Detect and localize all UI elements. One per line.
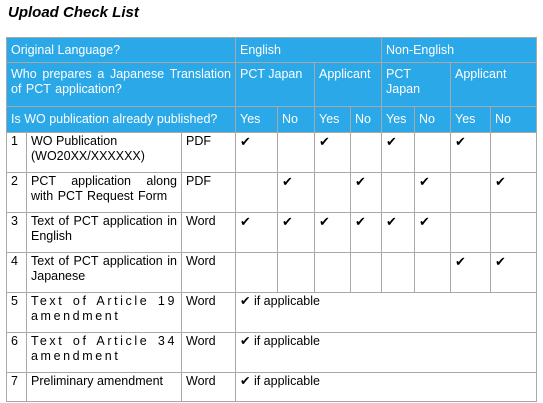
- yes-header: Yes: [451, 107, 491, 133]
- table-row: [7, 333, 537, 373]
- check-cell: ✔: [415, 173, 451, 213]
- yes-header: Yes: [382, 107, 415, 133]
- published-label: Is WO publication already published?: [7, 107, 236, 133]
- file-format: PDF: [182, 133, 236, 173]
- file-format: PDF: [182, 173, 236, 213]
- header-row-published: [7, 107, 537, 133]
- table-row: [7, 293, 537, 333]
- check-cell: ✔: [236, 133, 278, 173]
- check-cell: ✔: [382, 213, 415, 253]
- item-name: Text of PCT application in English: [27, 213, 182, 253]
- check-cell: [315, 253, 351, 293]
- non-english-header: Non-English: [382, 38, 537, 63]
- check-cell: [278, 253, 315, 293]
- check-cell: [351, 133, 382, 173]
- item-name: Text of PCT application in Japanese: [27, 253, 182, 293]
- item-name: Preliminary amendment: [27, 373, 182, 402]
- row-number: 5: [7, 293, 27, 333]
- header-row-preparer: [7, 63, 537, 107]
- file-format: Word: [182, 253, 236, 293]
- check-cell: [236, 253, 278, 293]
- file-format: Word: [182, 213, 236, 253]
- check-cell: ✔: [491, 173, 537, 213]
- row-number: 4: [7, 253, 27, 293]
- check-cell: ✔: [315, 213, 351, 253]
- table-row: [7, 373, 537, 402]
- check-cell: ✔: [382, 133, 415, 173]
- check-cell: ✔: [236, 213, 278, 253]
- row-number: 3: [7, 213, 27, 253]
- table-row: [7, 173, 537, 213]
- check-cell: ✔: [415, 213, 451, 253]
- table-row: [7, 253, 537, 293]
- yes-header: Yes: [315, 107, 351, 133]
- table-row: [7, 133, 537, 173]
- row-number: 1: [7, 133, 27, 173]
- yes-header: Yes: [236, 107, 278, 133]
- no-header: No: [415, 107, 451, 133]
- check-cell: [415, 133, 451, 173]
- page-title: Upload Check List: [8, 4, 139, 21]
- check-cell: ✔: [315, 133, 351, 173]
- check-cell: [382, 173, 415, 213]
- check-cell: ✔: [451, 253, 491, 293]
- row-number: 2: [7, 173, 27, 213]
- non-english-applicant-header: Applicant: [451, 63, 537, 107]
- check-cell: [491, 133, 537, 173]
- item-name: WO Publication (WO20XX/XXXXXX): [27, 133, 182, 173]
- english-applicant-header: Applicant: [315, 63, 382, 107]
- item-name: Text of Article 34 amendment: [27, 333, 182, 373]
- check-cell: ✔: [491, 253, 537, 293]
- check-cell: ✔: [451, 133, 491, 173]
- if-applicable-note: ✔ if applicable: [236, 333, 537, 373]
- table-row: [7, 213, 537, 253]
- header-row-language: [7, 38, 537, 63]
- if-applicable-note: ✔ if applicable: [236, 293, 537, 333]
- check-cell: [491, 213, 537, 253]
- file-format: Word: [182, 333, 236, 373]
- check-cell: ✔: [278, 213, 315, 253]
- item-name: Text of Article 19 amendment: [27, 293, 182, 333]
- item-name: PCT application along with PCT Request Form: [27, 173, 182, 213]
- upload-check-list-table: [6, 37, 537, 402]
- non-english-pct-japan-header: PCT Japan: [382, 63, 451, 107]
- check-cell: ✔: [351, 213, 382, 253]
- check-cell: ✔: [351, 173, 382, 213]
- check-cell: ✔: [278, 173, 315, 213]
- who-prepares-label: Who prepares a Japanese Translation of PCT application?: [7, 63, 236, 107]
- if-applicable-note: ✔ if applicable: [236, 373, 537, 402]
- no-header: No: [278, 107, 315, 133]
- english-header: English: [236, 38, 382, 63]
- check-cell: [451, 213, 491, 253]
- english-pct-japan-header: PCT Japan: [236, 63, 315, 107]
- check-cell: [315, 173, 351, 213]
- no-header: No: [491, 107, 537, 133]
- row-number: 6: [7, 333, 27, 373]
- row-number: 7: [7, 373, 27, 402]
- file-format: Word: [182, 373, 236, 402]
- check-cell: [415, 253, 451, 293]
- original-language-label: Original Language?: [7, 38, 236, 63]
- file-format: Word: [182, 293, 236, 333]
- check-cell: [278, 133, 315, 173]
- no-header: No: [351, 107, 382, 133]
- check-cell: [451, 173, 491, 213]
- check-cell: [382, 253, 415, 293]
- check-cell: [351, 253, 382, 293]
- check-cell: [236, 173, 278, 213]
